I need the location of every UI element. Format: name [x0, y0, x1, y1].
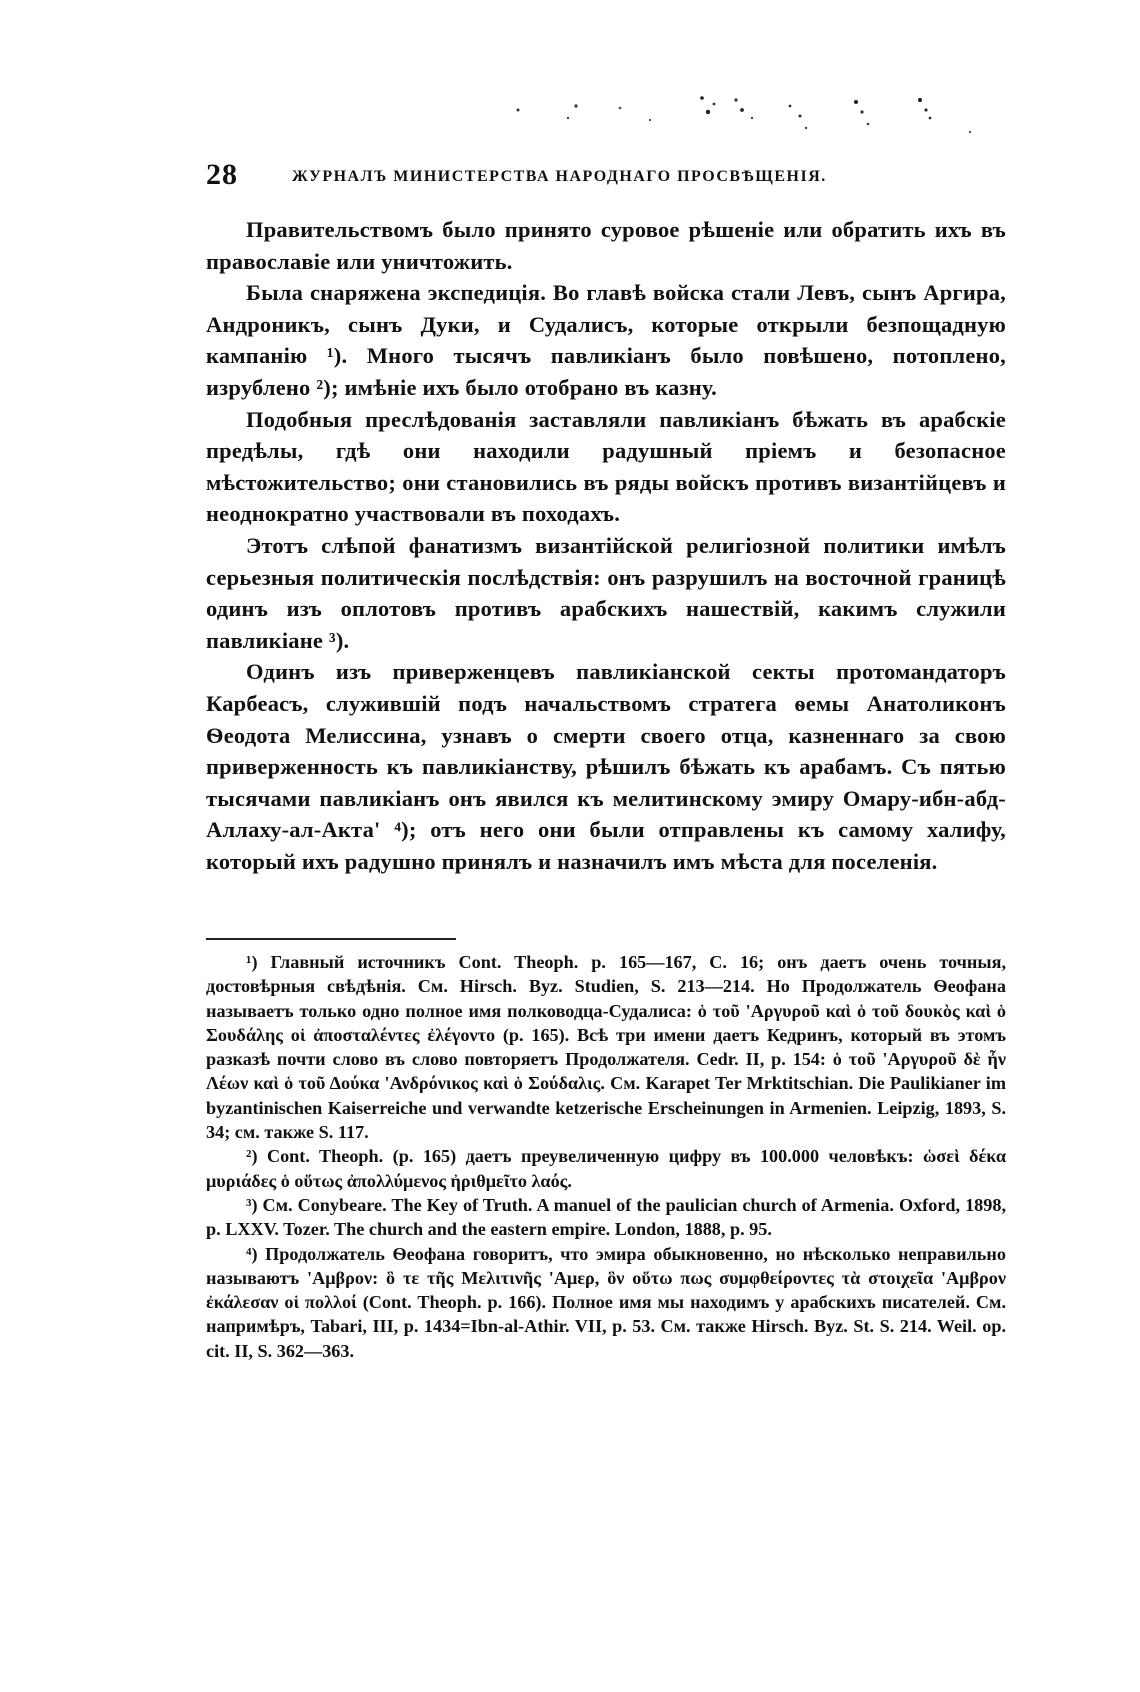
footnote: ²) Cont. Theoph. (p. 165) даетъ преувеличенную цифру въ 100.000 человѣкъ: ὡσεὶ δέκα μυριάδες ὁ οὕτως ἀπολλύμενος ἠριθμεῖτο λαός. [206, 1146, 1006, 1191]
paragraph: Правительствомъ было принято суровое рѣшеніе или обратить ихъ въ православіе или уничтожить. [206, 217, 1006, 274]
running-title: ЖУРНАЛЪ МИНИСТЕРСТВА НАРОДНАГО ПРОСВѢЩЕНІЯ. [292, 168, 827, 185]
paragraph: Была снаряжена экспедиція. Во главѣ войска стали Левъ, сынъ Аргира, Андроникъ, сынъ Дуки, и Судалисъ, которые открыли безпощадную кампанію ¹). Много тысячъ павликіанъ было повѣшено, потоплено, изрублено ²); имѣніе ихъ было отобрано въ казну. [206, 280, 1006, 400]
main-text [206, 214, 1006, 877]
page-number: 28 [206, 158, 238, 191]
footnote: ³) См. Conybeare. The Key of Truth. A manuel of the paulician church of Armenia. Oxford, 1898, p. LXXV. Tozer. The church and the eastern empire. London, 1888, p. 95. [206, 1194, 1006, 1240]
scan-specks [440, 88, 1060, 148]
footnote-divider [206, 938, 456, 940]
footnote: ¹) Главный источникъ Cont. Theoph. p. 165—167, C. 16; онъ даетъ очень точныя, достовѣрныя свѣдѣнія. См. Hirsch. Byz. Studien, S. 213—214. Но Продолжатель Ѳеофана называетъ только одно полное имя полководца-Судалиса: ὁ τοῦ 'Αργυροῦ καὶ ὁ τοῦ δουκὸς καὶ ὁ Σουδάλης οἱ ἀποσταλέντες ἐλέγοντο (p. 165). Всѣ три имени даетъ Кедринъ, который въ этомъ разказѣ почти слово въ слово повторяетъ Продолжателя. Cedr. II, p. 154: ὁ τοῦ 'Αργυροῦ δὲ ἦν Λέων καὶ ὁ τοῦ Δούκα 'Ανδρόνικος καὶ ὁ Σούδαλις. См. Karapet Ter Mrktitschian. Die Paulikianer im byzantinischen Kaiserreiche und verwandte ketzerische Erscheinungen in Armenien. Leipzig, 1893, S. 34; см. также S. 117. [206, 952, 1006, 1143]
page-header [206, 158, 1006, 198]
paragraph: Подобныя преслѣдованія заставляли павликіанъ бѣжать въ арабскіе предѣлы, гдѣ они находили радушный пріемъ и безопасное мѣстожительство; они становились въ ряды войскъ противъ византійцевъ и неоднократно участвовали въ походахъ. [206, 406, 1006, 527]
paragraph: Одинъ изъ приверженцевъ павликіанской секты протомандаторъ Карбеасъ, служившій подъ начальствомъ стратега ѳемы Анатоликонъ Ѳеодота Мелиссина, узнавъ о смерти своего отца, казненнаго за свою приверженность къ павликіанству, рѣшилъ бѣжать къ арабамъ. Съ пятью тысячами павликіанъ онъ явился къ мелитинскому эмиру Омару-ибн-абд-Аллаху-ал-Акта' ⁴); отъ него они были отправлены къ самому халифу, который ихъ радушно принялъ и назначилъ имъ мѣста для поселенія. [206, 659, 1006, 874]
footnotes [206, 950, 1006, 1363]
footnote: ⁴) Продолжатель Ѳеофана говоритъ, что эмира обыкновенно, но нѣсколько неправильно называютъ 'Αμβρον: ὃ τε τῆς Μελιτινῆς 'Αμερ, ὃν οὕτω πως συμφθείροντες τὰ στοιχεῖα 'Αμβρον ἐκάλεσαν οἱ πολλοί (Cont. Theoph. p. 166). Полное имя мы находимъ у арабскихъ писателей. См. напримѣръ, Tabari, III, p. 1434=Ibn-al-Athir. VII, p. 53. См. также Hirsch. Byz. St. S. 214. Weil. op. cit. II, S. 362—363. [206, 1243, 1006, 1361]
paragraph: Этотъ слѣпой фанатизмъ византійской религіозной политики имѣлъ серьезныя политическія послѣдствія: онъ разрушилъ на восточной границѣ одинъ изъ оплотовъ противъ арабскихъ нашествій, какимъ служили павликіане ³). [206, 532, 1006, 653]
